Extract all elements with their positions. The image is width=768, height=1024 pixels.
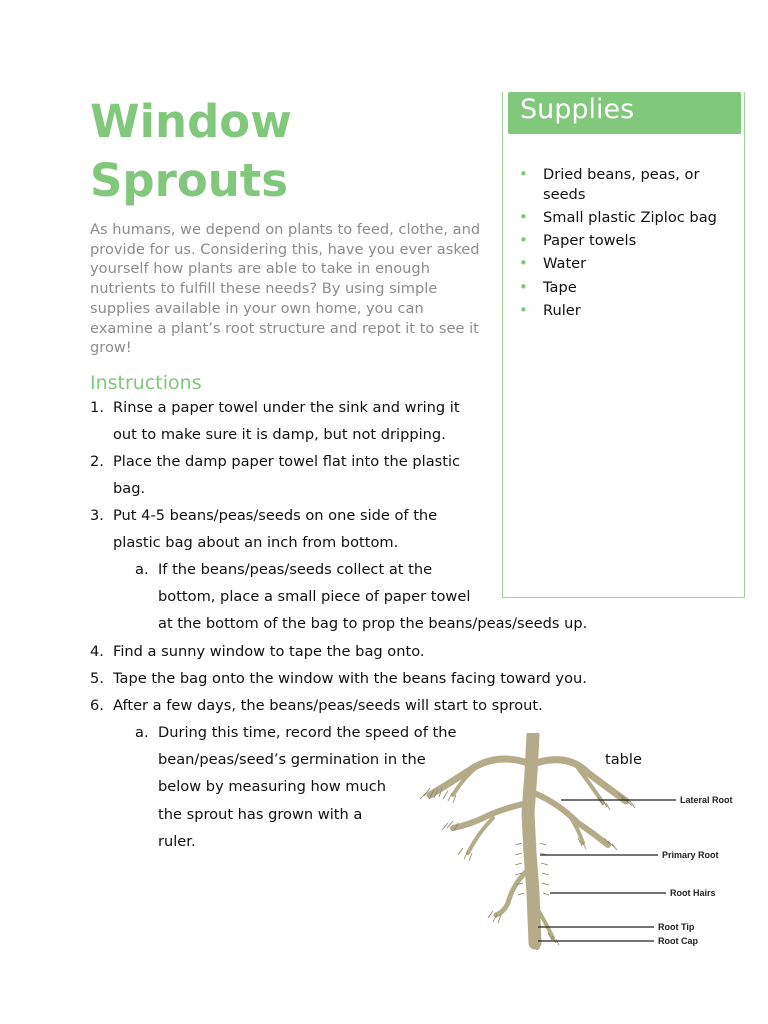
list-item: • Water	[519, 254, 587, 273]
title-line-1: Window	[90, 95, 292, 148]
step-line: After a few days, the beans/peas/seeds will start to sprout.	[113, 697, 543, 714]
label-lines	[538, 800, 676, 941]
step-line: Put 4-5 beans/peas/seeds on one side of the	[113, 507, 438, 524]
bullet-icon: •	[519, 207, 528, 226]
step-line: Rinse a paper towel under the sink and wring it	[113, 399, 460, 416]
page-title	[90, 92, 490, 210]
bullet-icon: •	[519, 165, 528, 183]
step-line: the sprout has grown with a	[158, 805, 363, 823]
step-line: Tape the bag onto the window with the beans facing toward you.	[113, 670, 587, 687]
step-line: at the bottom of the bag to prop the beans/peas/seeds up.	[158, 615, 588, 633]
step-number: 1.	[90, 399, 104, 416]
supplies-header	[508, 92, 741, 134]
bullet-icon: •	[519, 231, 528, 250]
step-line: During this time, record the speed of the	[158, 724, 457, 741]
step-line: ruler.	[158, 832, 196, 850]
step-number: 5.	[90, 670, 104, 687]
root-illustration	[430, 735, 626, 947]
step-number: 6.	[90, 697, 104, 714]
bullet-icon: •	[519, 254, 528, 273]
step-number: 3.	[90, 507, 104, 524]
label-primary-root: Primary Root	[662, 850, 719, 860]
step-number: a.	[135, 724, 149, 741]
step-line: plastic bag about an inch from bottom.	[113, 534, 399, 552]
step-line: Find a sunny window to tape the bag onto.	[113, 643, 425, 660]
bullet-icon: •	[519, 300, 528, 319]
label-root-tip: Root Tip	[658, 922, 695, 932]
intro-paragraph: As humans, we depend on plants to feed, clothe, and provide for us. Considering this, have you ever asked yourself how plants are able to take in enough nutrients to fulfill these needs? By using simple supplies available in your own home, you can examine a plant’s root structure and repot it to see it grow!	[90, 221, 481, 357]
list-item: • Small plastic Ziploc bag	[519, 207, 717, 226]
label-root-cap: Root Cap	[658, 936, 698, 946]
title-line-2: Sprouts	[90, 154, 289, 207]
list-item: • Tape	[519, 277, 577, 296]
step-line: bottom, place a small piece of paper towel	[158, 588, 471, 606]
step-line: bean/peas/seed’s germination in the	[158, 751, 426, 769]
step-number: 4.	[90, 643, 104, 660]
bullet-icon: •	[519, 277, 528, 296]
list-item: • Ruler	[519, 300, 581, 319]
step-line: Place the damp paper towel flat into the plastic	[113, 453, 461, 470]
supplies-heading: Supplies	[520, 94, 635, 125]
step-6a-table-word: table	[605, 751, 642, 768]
root-diagram	[418, 733, 738, 958]
label-lateral-root: Lateral Root	[680, 795, 733, 805]
step-line: out to make sure it is damp, but not dripping.	[113, 426, 446, 444]
step-line: If the beans/peas/seeds collect at the	[158, 561, 433, 578]
list-item: • Paper towels	[519, 231, 637, 250]
supply-list	[519, 165, 734, 324]
step-line: below by measuring how much	[158, 778, 387, 796]
step-number: a.	[135, 561, 149, 578]
list-item: • Dried beans, peas, or seeds	[519, 165, 700, 203]
step-line: bag.	[113, 480, 146, 498]
label-root-hairs: Root Hairs	[670, 888, 716, 898]
instructions-heading: Instructions	[90, 372, 202, 394]
step-number: 2.	[90, 453, 104, 470]
